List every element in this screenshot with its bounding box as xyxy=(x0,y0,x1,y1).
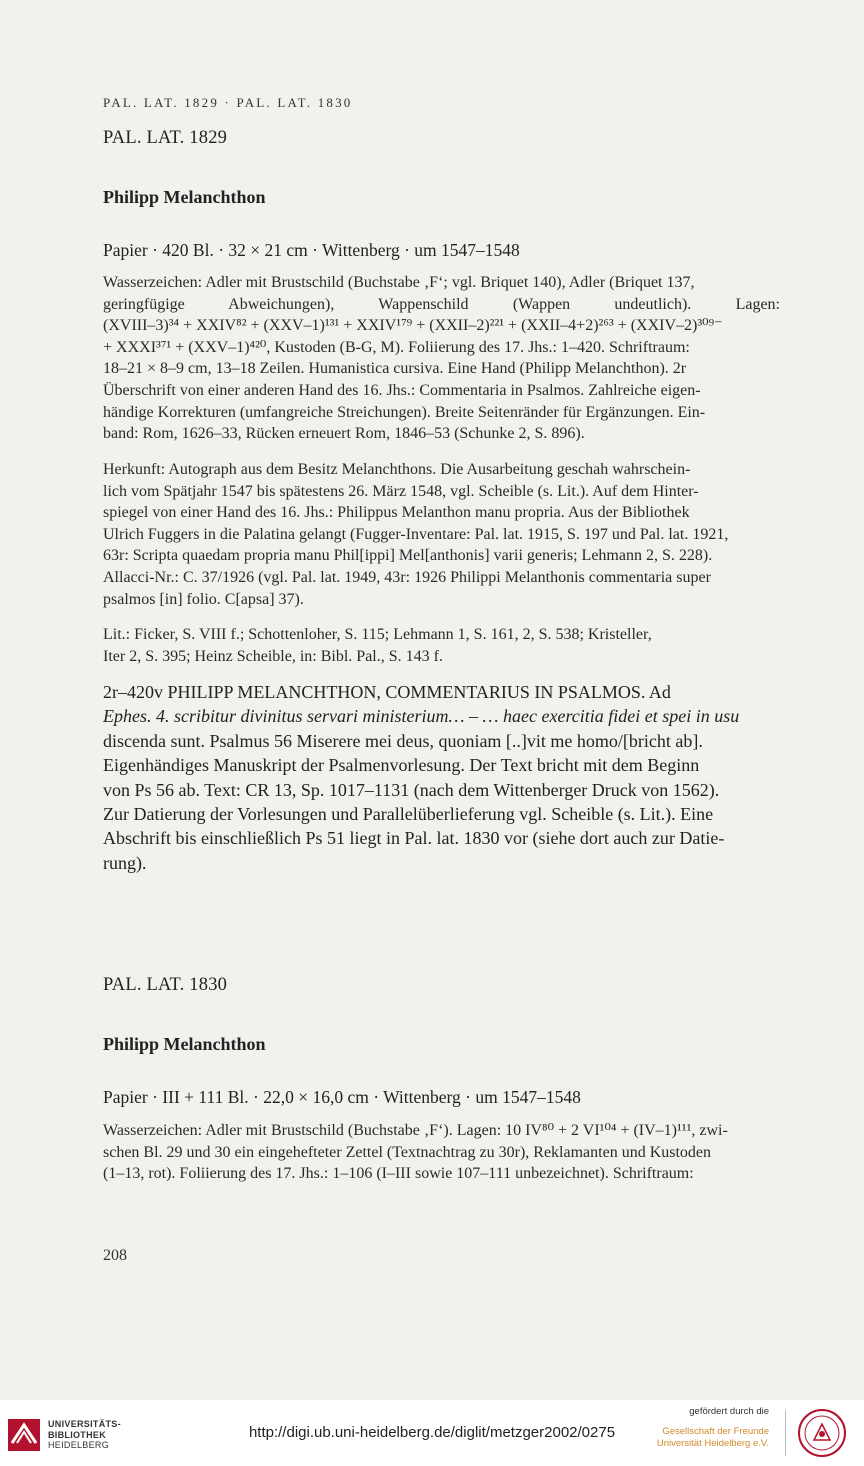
sponsor-label: gefördert durch die xyxy=(689,1406,769,1417)
entry1-content xyxy=(103,680,780,875)
page-number: 208 xyxy=(103,1247,127,1264)
entry1-literature xyxy=(103,624,780,667)
viewer-footer xyxy=(0,1400,864,1466)
entry1-signature: PAL. LAT. 1829 xyxy=(103,128,228,148)
entry1-content-line: Abschrift bis einschließlich Ps 51 liegt in Pal. lat. 1830 vor (siehe dort auch zur Datie- xyxy=(103,828,725,849)
entry1-content-line: 2r–420v PHILIPP MELANCHTHON, COMMENTARIUS IN PSALMOS. Ad xyxy=(103,682,671,702)
entry1-lit-line: Iter 2, S. 395; Heinz Scheible, in: Bibl. Pal., S. 143 f. xyxy=(103,647,443,665)
entry2-description xyxy=(103,1120,780,1185)
running-head: PAL. LAT. 1829 · PAL. LAT. 1830 xyxy=(103,95,353,110)
university-seal-icon xyxy=(797,1408,847,1458)
library-name-line: BIBLIOTHEK xyxy=(48,1429,106,1440)
entry2-physical-description: Papier · III + 111 Bl. · 22,0 × 16,0 cm · Wittenberg · um 1547–1548 xyxy=(103,1087,581,1107)
entry1-prov-line: Ulrich Fuggers in die Palatina gelangt (Fugger-Inventare: Pal. lat. 1915, S. 197 und Pal. lat. 1921, xyxy=(103,525,729,543)
library-name-line: HEIDELBERG xyxy=(48,1440,110,1450)
entry1-lit-line: Lit.: Ficker, S. VIII f.; Schottenloher, S. 115; Lehmann 1, S. 161, 2, S. 538; Kristeller, xyxy=(103,626,652,643)
entry1-provenance xyxy=(103,459,780,610)
entry1-desc-line: band: Rom, 1626–33, Rücken erneuert Rom, 1846–53 (Schunke 2, S. 896). xyxy=(103,425,585,443)
entry1-prov-line: 63r: Scripta quaedam propria manu Phil[ippi] Mel[anthonis] varii generis; Lehmann 2, S. 228). xyxy=(103,547,713,565)
entry1-prov-line: spiegel von einer Hand des 16. Jhs.: Philippus Melanthon manu propria. Aus der Bibliothek xyxy=(103,504,690,522)
entry1-desc-line: 18–21 × 8–9 cm, 13–18 Zeilen. Humanistica cursiva. Eine Hand (Philipp Melanchthon). 2r xyxy=(103,360,687,378)
entry2-desc-line: schen Bl. 29 und 30 ein eingehefteter Zettel (Textnachtrag zu 30r), Reklamanten und Kustoden xyxy=(103,1143,712,1161)
entry1-prov-line: lich vom Spätjahr 1547 bis spätestens 26. März 1548, vgl. Scheible (s. Lit.). Auf dem Hinter- xyxy=(103,482,699,500)
entry1-desc-line: geringfügige Abweichungen), Wappenschild (Wappen undeutlich). Lagen: xyxy=(103,295,780,313)
sponsor-org-university: Universität Heidelberg e.V. xyxy=(656,1438,769,1449)
entry1-content-line: Ephes. 4. scribitur divinitus servari ministerium… – … haec exercitia fidei et spei in usu xyxy=(103,706,740,727)
entry1-content-line: Eigenhändiges Manuskript der Psalmenvorlesung. Der Text bricht mit dem Beginn xyxy=(103,755,700,776)
document-url-link[interactable]: http://digi.ub.uni-heidelberg.de/diglit/metzger2002/0275 xyxy=(248,1424,616,1441)
entry1-content-line: Zur Datierung der Vorlesungen und Parallelüberlieferung vgl. Scheible (s. Lit.). Eine xyxy=(103,804,714,825)
sponsor-org-name: Gesellschaft der Freunde xyxy=(662,1426,769,1437)
entry2-desc-line: Wasserzeichen: Adler mit Brustschild (Buchstabe ‚F‘). Lagen: 10 IV⁸⁰ + 2 VI¹⁰⁴ + (IV–1)¹¹¹, zwi- xyxy=(103,1122,728,1139)
entry1-desc-line: Überschrift von einer anderen Hand des 16. Jhs.: Commentaria in Psalmos. Zahlreiche eigen- xyxy=(103,381,701,399)
entry1-prov-line: psalmos [in] folio. C[apsa] 37). xyxy=(103,590,304,608)
entry1-content-line: rung). xyxy=(103,852,147,873)
sponsor-divider xyxy=(785,1410,786,1456)
entry1-description xyxy=(103,272,780,445)
entry2-author: Philipp Melanchthon xyxy=(103,1034,266,1054)
entry1-desc-line: Wasserzeichen: Adler mit Brustschild (Buchstabe ‚F‘; vgl. Briquet 140), Adler (Briquet 137, xyxy=(103,274,695,291)
entry1-desc-line: händige Korrekturen (umfangreiche Streichungen). Breite Seitenränder für Ergänzungen. Ein- xyxy=(103,403,706,421)
library-name-line: UNIVERSITÄTS- xyxy=(48,1419,121,1429)
entry1-content-line: discenda sunt. Psalmus 56 Miserere mei deus, quoniam [..]vit me homo/[bricht ab]. xyxy=(103,730,703,751)
entry1-prov-line: Herkunft: Autograph aus dem Besitz Melanchthons. Die Ausarbeitung geschah wahrschein- xyxy=(103,461,691,478)
entry1-physical-description: Papier · 420 Bl. · 32 × 21 cm · Wittenberg · um 1547–1548 xyxy=(103,240,520,260)
entry2-desc-line: (1–13, rot). Foliierung des 17. Jhs.: 1–106 (I–III sowie 107–111 unbezeichnet). Schriftraum: xyxy=(103,1165,694,1183)
entry1-desc-line: (XVIII–3)³⁴ + XXIV⁸² + (XXV–1)¹³¹ + XXIV¹⁷⁹ + (XXII–2)²²¹ + (XXII–4+2)²⁶³ + (XXIV–2)³⁰⁹⁻ xyxy=(103,317,723,335)
entry1-content-line: von Ps 56 ab. Text: CR 13, Sp. 1017–1131 (nach dem Wittenberger Druck von 1562). xyxy=(103,779,720,800)
sponsor-block xyxy=(657,1406,769,1450)
entry1-prov-line: Allacci-Nr.: C. 37/1926 (vgl. Pal. lat. 1949, 43r: 1926 Philippi Melanthonis commentaria super xyxy=(103,568,711,586)
entry2-signature: PAL. LAT. 1830 xyxy=(103,975,228,995)
entry1-author: Philipp Melanchthon xyxy=(103,187,266,207)
entry1-desc-line: + XXXI³⁷¹ + (XXV–1)⁴²⁰, Kustoden (B-G, M). Foliierung des 17. Jhs.: 1–420. Schriftraum: xyxy=(103,338,690,356)
